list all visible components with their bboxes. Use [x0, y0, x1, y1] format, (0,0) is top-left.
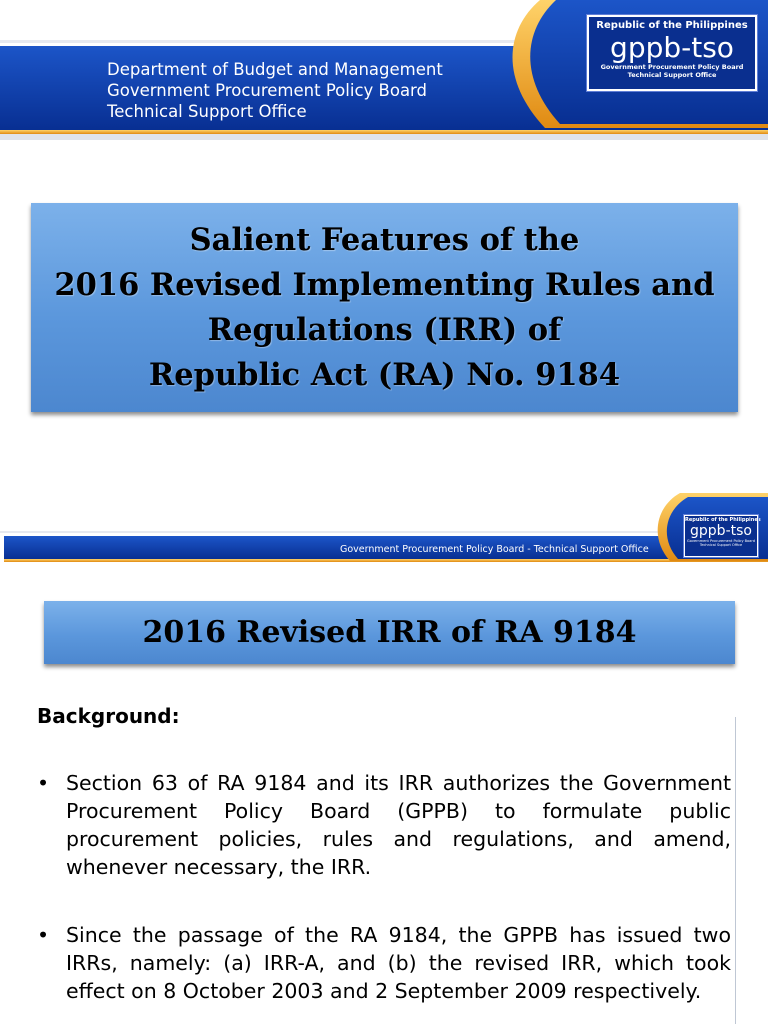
background-heading: Background:	[37, 704, 180, 728]
logo-country-text: Republic of the Philippines	[596, 20, 748, 31]
logo-small-main-text: gppb-tso	[690, 523, 752, 539]
title-line-3: Regulations (IRR) of	[207, 311, 562, 348]
gppb-tso-logo	[587, 15, 757, 91]
gppb-tso-logo-small	[684, 515, 761, 557]
logo-small-sub-text-2: Technical Support Office	[699, 543, 743, 547]
bullet-dot: •	[37, 771, 50, 795]
footer-text: Government Procurement Policy Board - Technical Support Office	[340, 544, 649, 555]
logo-sub-text-2: Technical Support Office	[627, 71, 717, 79]
bullet-text: Since the passage of the RA 9184, the GPPB has issued two IRRs, namely: (a) IRR-A, and (b) the revised IRR, which took effect on 8 October 2003 and 2 September 2009 respectively.	[66, 923, 731, 1003]
slide-2	[0, 477, 768, 1024]
org-line-board: Government Procurement Policy Board	[107, 81, 428, 100]
slide-title-box	[44, 601, 735, 664]
title-line-2: 2016 Revised Implementing Rules and	[54, 266, 715, 303]
org-line-department: Department of Budget and Management	[107, 60, 443, 79]
bullet-item	[37, 769, 731, 881]
title-box	[31, 203, 738, 412]
header-band	[0, 0, 768, 140]
org-line-office: Technical Support Office	[107, 102, 307, 121]
title-line-1: Salient Features of the	[189, 221, 580, 258]
bullet-text: Section 63 of RA 9184 and its IRR authorizes the Government Procurement Policy Board (GPPB) to formulate public procurement policies, rules and regulations, and amend, whenever necessary, the IRR.	[66, 771, 731, 879]
bullet-item	[37, 921, 731, 1005]
logo-small-country-text: Republic of the Philippines	[685, 517, 761, 523]
title-line-4: Republic Act (RA) No. 9184	[148, 356, 621, 393]
slide-title: 2016 Revised IRR of RA 9184	[142, 615, 637, 650]
footer-band	[0, 477, 768, 577]
logo-sub-text-1: Government Procurement Policy Board	[600, 63, 744, 71]
logo-small-sub-text-1: Government Procurement Policy Board	[687, 539, 755, 543]
right-divider	[735, 717, 736, 1024]
slide-1	[0, 0, 768, 470]
logo-main-text: gppb-tso	[610, 31, 734, 64]
bullet-dot: •	[37, 923, 50, 947]
footer-band-graphic	[0, 477, 768, 577]
organization-lines	[107, 59, 443, 122]
